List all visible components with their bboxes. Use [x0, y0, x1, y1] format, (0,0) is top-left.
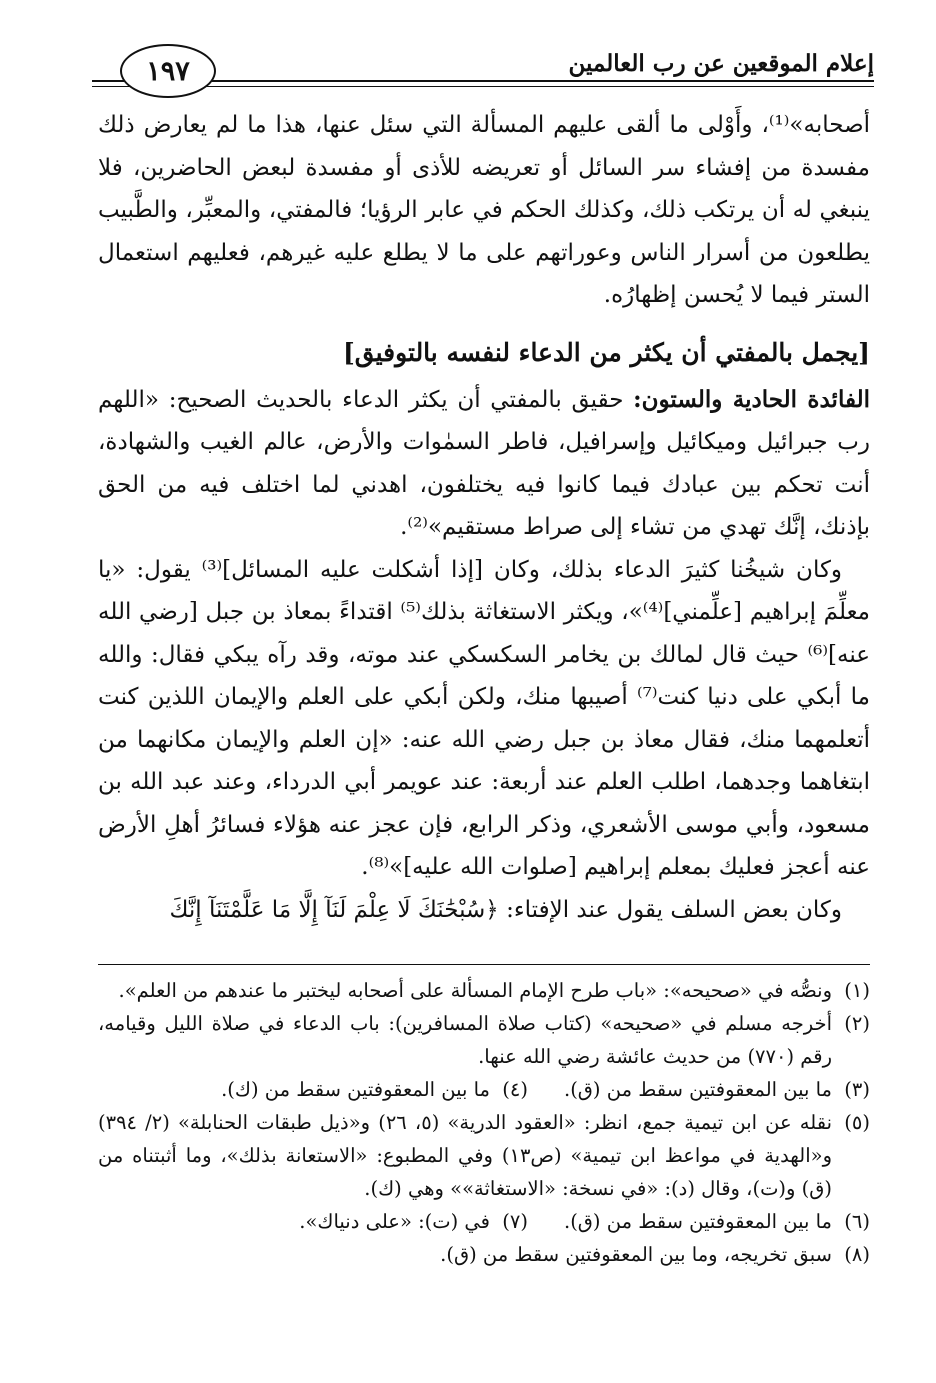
- footnote-text: ما بين المعقوفتين سقط من (ق).: [564, 1210, 832, 1233]
- footnote-number: (١): [844, 979, 870, 1002]
- footnote-number: (٨): [844, 1243, 870, 1266]
- footnote-2: [98, 1007, 870, 1073]
- footnote-1: [98, 974, 870, 1007]
- page-number: ١٩٧: [146, 55, 190, 87]
- paragraph-4: وكان بعض السلف يقول عند الإفتاء: ﴿سُبْحَٰنَكَ لَا عِلْمَ لَنَآ إِلَّا مَا عَلَّمْتَنَآ إِنَّكَ: [169, 896, 842, 923]
- footnote-3: [564, 1073, 870, 1106]
- footnote-text: ونصُّه في «صحيحه»: «باب طرح الإمام المسألة على أصحابه ليختبر ما عندهم من العلم».: [118, 979, 832, 1002]
- footnote-text: سبق تخريجه، وما بين المعقوفتين سقط من (ق).: [440, 1243, 832, 1266]
- footnote-text: نقله عن ابن تيمية جمع، انظر: «العقود الدرية» (٥، ٢٦) و«ذيل طبقات الحنابلة» (٢/ ٣٩٤) و«الهدية في مواعظ ابن تيمية» (ص١٣) وفي المطبوع: «الاستعانة بذلك»، وما أثبتناه من (ق) و(ت)، وقال (د): «في نسخة: «الاستغاثة»» وهي (ك).: [98, 1111, 833, 1200]
- footnote-separator: [98, 964, 870, 965]
- footnote-7: [299, 1205, 528, 1238]
- footnote-text: أخرجه مسلم في «صحيحه» (كتاب صلاة المسافرين): باب الدعاء في صلاة الليل وقيامه، رقم (٧٧٠) من حديث عائشة رضي الله عنها.: [98, 1012, 832, 1068]
- main-text: [98, 104, 870, 931]
- footnote-row-6-7: [98, 1205, 870, 1238]
- footnote-number: (٦): [844, 1210, 870, 1233]
- footnote-8: [98, 1238, 870, 1271]
- page-number-badge: [120, 44, 216, 98]
- footnote-text: ما بين المعقوفتين سقط من (ق).: [564, 1078, 832, 1101]
- footnote-4: [221, 1073, 528, 1106]
- paragraph-3: وكان شيخُنا كثيرَ الدعاء بذلك، وكان [إذا أشكلت عليه المسائل]⁽³⁾ يقول: «يا معلِّمَ إبراهيم [علِّمني]⁽⁴⁾»، ويكثر الاستغاثة بذلك⁽⁵⁾ اقتداءً بمعاذ بن جبل [رضي الله عنه]⁽⁶⁾ حيث قال لمالك بن يخامر السكسكي عند موته، وقد رآه يبكي فقال: والله ما أبكي على دنيا كنت⁽⁷⁾ أصيبها منك، ولكن أبكي على العلم والإيمان اللذين كنت أتعلمهما منك، فقال معاذ بن جبل رضي الله عنه: «إن العلم والإيمان مكانهما من ابتغاهما وجدهما، اطلب العلم عند أربعة: عند عويمر أبي الدرداء، وعند عبد الله بن مسعود، وأبي موسى الأشعري، وذكر الرابع، فإن عجز عنه هؤلاء فسائرُ أهلِ الأرض عنه أعجز فعليك بمعلم إبراهيم [صلوات الله عليه]»⁽⁸⁾.: [98, 556, 870, 880]
- paragraph-2-lead: الفائدة الحادية والستون:: [633, 385, 870, 413]
- footnote-6: [564, 1205, 870, 1238]
- footnotes: [98, 974, 870, 1271]
- footnote-number: (٧): [502, 1210, 528, 1233]
- footnote-5: [98, 1106, 870, 1205]
- footnote-number: (٢): [844, 1012, 870, 1035]
- section-heading: [يجمل بالمفتي أن يكثر من الدعاء لنفسه بالتوفيق]: [342, 337, 870, 367]
- footnote-text: ما بين المعقوفتين سقط من (ك).: [221, 1078, 490, 1101]
- footnote-text: في (ت): «على دنياك».: [299, 1210, 490, 1233]
- header-rule-thin: [92, 86, 874, 87]
- footnote-row-3-4: [98, 1073, 870, 1106]
- paragraph-1: أصحابه»⁽¹⁾، وأَوْلى ما ألقى عليهم المسألة التي سئل عنها، هذا ما لم يعارض ذلك مفسدة من إفشاء سر السائل أو تعريضه للأذى أو مفسدة لبعض الحاضرين، فلا ينبغي له أن يرتكب ذلك، وكذلك الحكم في عابر الرؤيا؛ فالمفتي، والمعبِّر، والطَّبيب يطلعون من أسرار الناس وعوراتهم على ما لا يطلع عليه غيرهم، فعليهم استعمال الستر فيما لا يُحسن إظهارُه.: [98, 112, 870, 308]
- paragraph-2: [98, 379, 870, 549]
- paragraph-2-text: حقيق بالمفتي أن يكثر الدعاء بالحديث الصحيح: «اللهم رب جبرائيل وميكائيل وإسرافيل، فاطر السمٰوات والأرض، عالم الغيب والشهادة، أنت تحكم بين عبادك فيما كانوا فيه يختلفون، اهدني لما اختلف فيه من الحق بإذنك، إنَّك تهدي من تشاء إلى صراط مستقيم»⁽²⁾.: [98, 386, 870, 540]
- running-title: إعلام الموقعين عن رب العالمين: [568, 50, 874, 77]
- footnote-number: (٥): [844, 1111, 870, 1134]
- footnote-number: (٤): [502, 1078, 528, 1101]
- footnote-number: (٣): [844, 1078, 870, 1101]
